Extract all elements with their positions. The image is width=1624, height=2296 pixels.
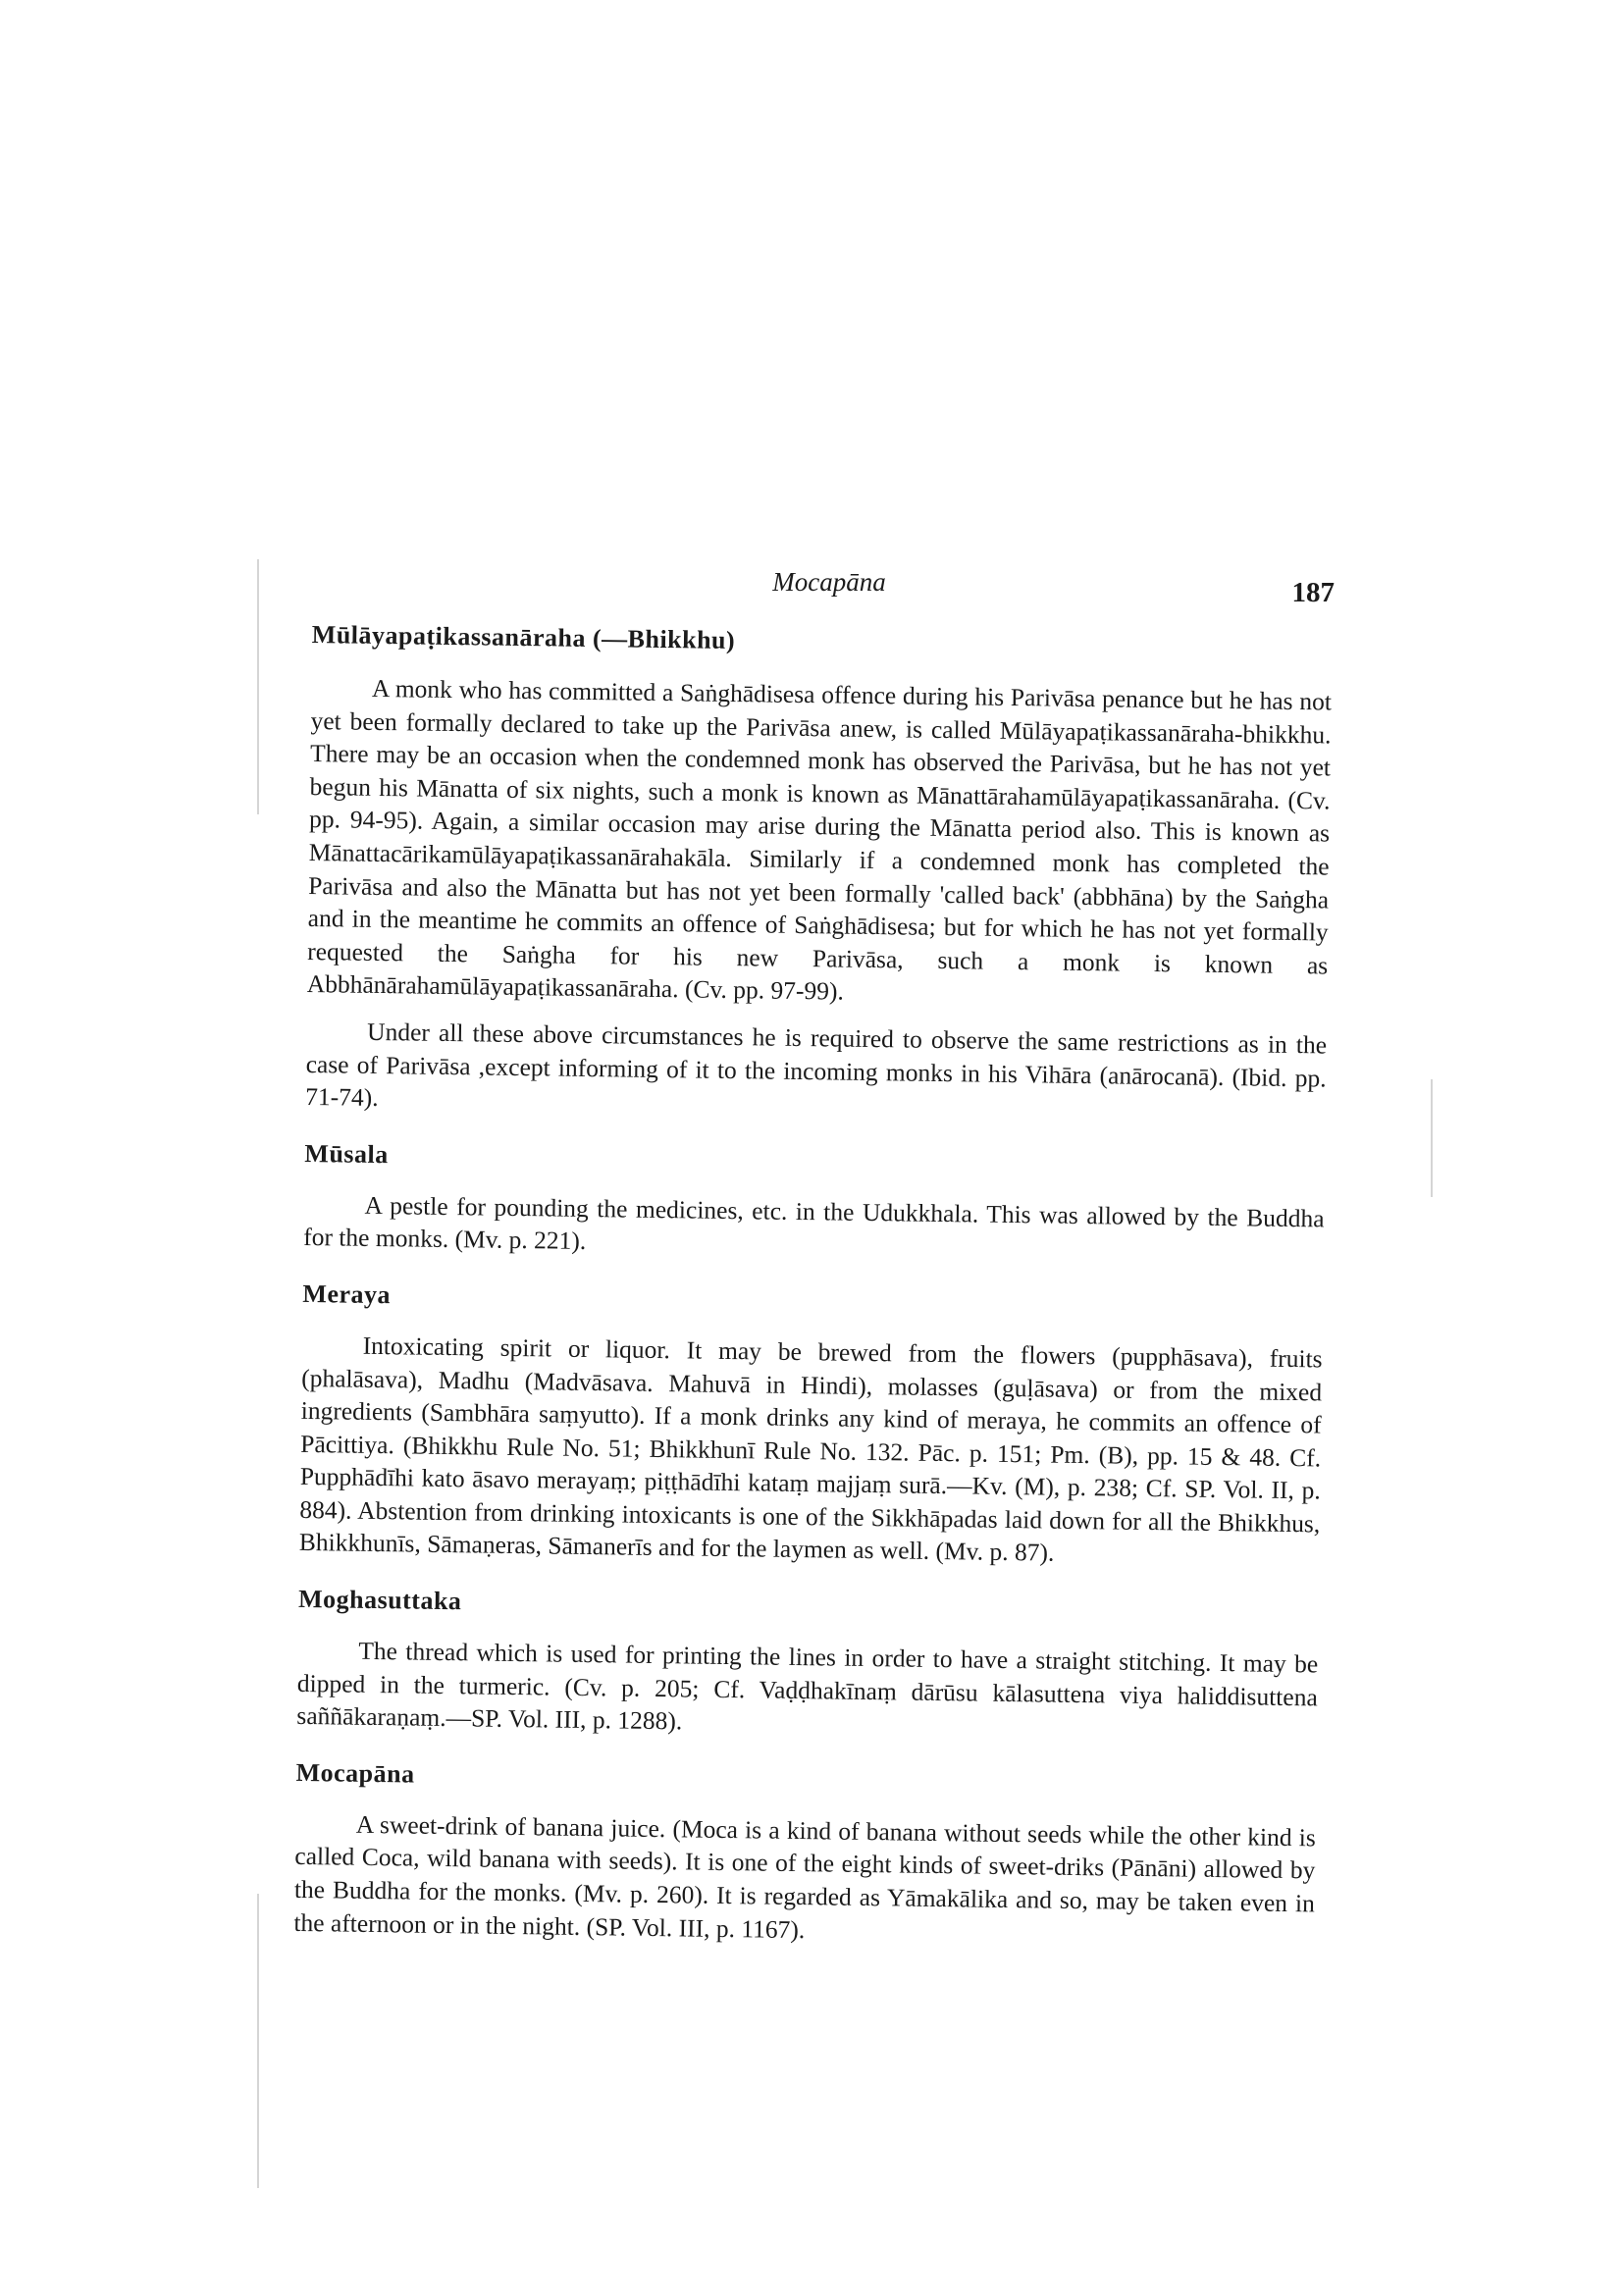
entry-heading: Mūsala — [304, 1138, 389, 1169]
entry-paragraph: Intoxicating spirit or liquor. It may be brewed from the flowers (pupphāsava), fruits (phalāsava), Madhu (Madvāsava. Mahuvā in Hindi), molasses (guḷāsava) or from the mixed ingredients (Sambhāra saṃyutto). If a monk drinks any kind of meraya, he commits an offence of Pācittiya. (Bhikkhu Rule No. 51; Bhikkhunī Rule No. 132. Pāc. p. 151; Pm. (B), pp. 15 & 48. Cf. Pupphādīhi kato āsavo merayaṃ; piṭṭhādīhi kataṃ majjaṃ surā.—Kv. (M), p. 238; Cf. SP. Vol. II, p. 884). Abstention from drinking intoxicants is one of the Sikkhāpadas laid down for all the Bhikkhus, Bhikkhunīs, Sāmaṇeras, Sāmanerīs and for the laymen as well. (Mv. p. 87). — [298, 1331, 1323, 1568]
entry-meraya — [299, 1279, 1324, 1574]
entry-mulayapatikassanaraha — [305, 620, 1333, 1127]
scan-edge-mark — [1431, 1079, 1433, 1197]
entry-mocapana — [293, 1758, 1316, 1954]
running-head — [324, 567, 1335, 606]
entry-paragraph: Under all these above circumstances he is required to observe the same restrictions as in the case of Parivāsa ,except informing of it to the incoming monks in his Vihāra (anārocanā). (Ibid. pp. 71-74). — [305, 1017, 1328, 1113]
entry-musala — [303, 1139, 1326, 1269]
entry-paragraph: A pestle for pounding the medicines, etc. in the Udukkhala. This was allowed by the Buddha for the monks. (Mv. p. 221). — [303, 1190, 1325, 1256]
entry-paragraph: The thread which is used for printing the lines in order to have a straight stitching. It may be dipped in the turmeric. (Cv. p. 205; Cf. Vaḍḍhakīnaṃ dārūsu kālasuttena viya haliddisuttena saññākaraṇaṃ.—SP. Vol. III, p. 1288). — [296, 1636, 1319, 1736]
running-title: Mocapāna — [772, 567, 886, 597]
scan-edge-mark — [257, 1894, 259, 2188]
entry-paragraph: A monk who has committed a Saṅghādisesa offence during his Parivāsa penance but he has not yet been formally declared to take up the Parivāsa anew, is called Mūlāyapaṭikassanāraha-bhikkhu. There may be an occasion when the condemned monk has observed the Parivāsa, but he has not yet begun his Mānatta of six nights, such a monk is known as Mānattārahamūlāyapaṭikassanāraha. (Cv. pp. 94-95). Again, a similar occasion may arise during the Mānatta period also. This is known as Mānattacārikamūlāyapaṭikassanārahakāla. Similarly if a condemned monk has completed the Parivāsa and also the Mānatta but has not yet been formally 'called back' (abbhāna) by the Saṅgha and in the meantime he commits an offence of Saṅghādisesa; but for which he has not yet formally requested the Saṅgha for his new Parivāsa, such a monk is known as Abbhānārahamūlāyapaṭikassanāraha. (Cv. pp. 97-99). — [306, 673, 1333, 1006]
entry-heading: Mocapāna — [295, 1757, 415, 1789]
scan-edge-mark — [257, 559, 259, 814]
entry-moghasuttaka — [296, 1585, 1319, 1747]
entry-paragraph: A sweet-drink of banana juice. (Moca is a kind of banana without seeds while the other kind is called Coca, wild banana with seeds). It is one of the eight kinds of sweet-driks (Pānāni) allowed by the Buddha for the monks. (Mv. p. 260). It is regarded as Yāmakālika and so, may be taken even in the afternoon or in the night. (SP. Vol. III, p. 1167). — [293, 1809, 1316, 1944]
page-number: 187 — [1291, 577, 1335, 608]
page-content — [293, 620, 1333, 1967]
entry-heading: Mūlāyapaṭikassanāraha (—Bhikkhu) — [311, 620, 736, 655]
entry-heading: Meraya — [302, 1278, 392, 1310]
entry-heading: Moghasuttaka — [297, 1584, 462, 1616]
